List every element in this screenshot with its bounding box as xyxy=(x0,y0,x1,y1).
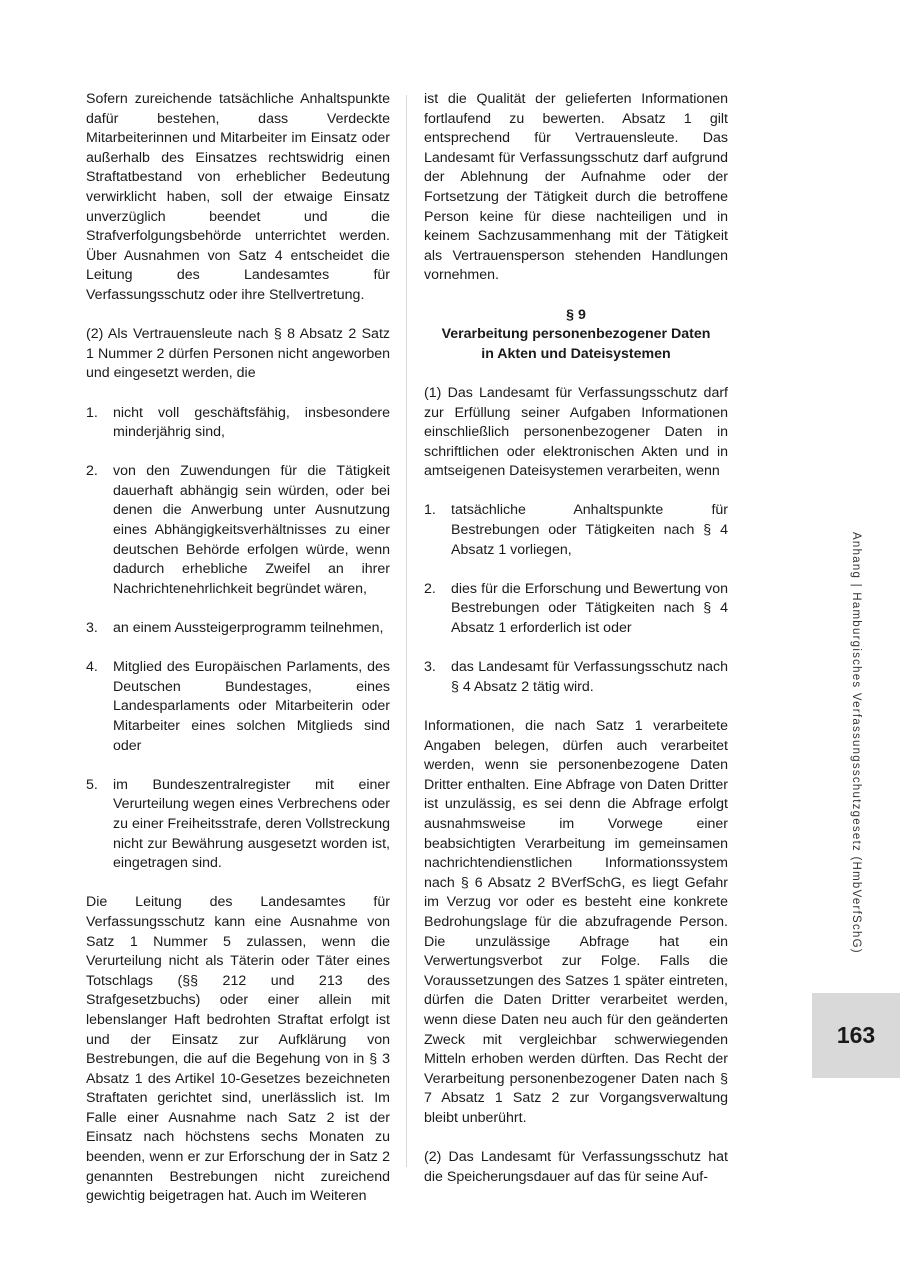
list-number: 1. xyxy=(86,404,98,421)
paragraph: ist die Qualität der gelieferten Informationen fortlaufend zu bewerten. Absatz 1 gilt entsprechend für Vertrauensleute. Das Landesamt für Verfassungsschutz darf aufgrund der Ablehnung der Aufnahme oder der Fortsetzung der Tätigkeit durch die betroffene Person keine für diese nachteiligen und in keinem Sachzusammenhang mit der Tätigkeit als Vertrauensperson stehenden Handlungen vornehmen. xyxy=(424,91,728,284)
section-title-line: in Akten und Dateisystemen xyxy=(481,345,671,362)
list-item xyxy=(86,658,390,756)
numbered-list xyxy=(424,501,728,697)
running-title: Anhang | Hamburgisches Verfassungsschutzgesetz (HmbVerfSchG) xyxy=(850,532,862,954)
paragraph: (1) Das Landesamt für Verfassungsschutz darf zur Erfüllung seiner Aufgaben Informationen einschließlich personenbezogener Daten in schriftlichen oder elektronischen Akten und in amtseigenen Dateisystemen verarbeiten, wenn xyxy=(424,384,728,480)
list-text: an einem Aussteigerprogramm teilnehmen, xyxy=(113,620,384,637)
list-item xyxy=(424,658,728,697)
list-text: dies für die Erforschung und Bewertung von Bestrebungen oder Tätigkeiten nach § 4 Absatz 1 erforderlich ist oder xyxy=(451,580,728,637)
list-item xyxy=(86,619,390,639)
list-item xyxy=(86,404,390,443)
list-item xyxy=(424,501,728,560)
list-text: im Bundeszentralregister mit einer Verurteilung wegen eines Verbrechens oder zu einer Freiheitsstrafe, deren Vollstreckung nicht zur Bewährung ausgesetzt worden ist, eingetragen sind. xyxy=(113,776,390,872)
page-number: 163 xyxy=(836,1022,876,1048)
list-number: 4. xyxy=(86,659,98,676)
column-divider xyxy=(406,95,407,1167)
page-number-tab xyxy=(812,993,900,1078)
section-heading xyxy=(424,306,728,365)
list-number: 1. xyxy=(424,502,436,519)
right-column xyxy=(424,90,728,1207)
numbered-list xyxy=(86,404,390,874)
list-text: Mitglied des Europäischen Parlaments, des Deutschen Bundestages, eines Landesparlaments oder Mitarbeiterin oder Mitarbeiter eines solchen Mitglieds sind oder xyxy=(113,659,390,754)
paragraph: Informationen, die nach Satz 1 verarbeitete Angaben belegen, dürfen auch verarbeitet werden, wenn sie personenbezogene Daten Dritter enthalten. Eine Abfrage von Daten Dritter ist unzulässig, es sei denn die Abfrage erfolgt ausnahmsweise im Vorwege einer beabsichtigten Verarbeitung im gemeinsamen nachrichtendienstlichen Informationssystem nach § 6 Absatz 2 BVerfSchG, es liegt Gefahr im Verzug vor oder es besteht eine konkrete Bedrohungslage für die abzufragende Person. Die unzulässige Abfrage hat ein Verwertungsverbot zur Folge. Falls die Voraussetzungen des Satzes 1 später eintreten, dürfen die Daten Dritter verarbeitet werden, wenn diese Daten neu auch für den geänderten Zweck mit vergleichbar schwerwiegenden Mitteln erhoben werden dürften. Das Recht der Verarbeitung personenbezogener Daten nach § 7 Absatz 1 Satz 2 zur Vorgangsverwaltung bleibt unberührt. xyxy=(424,718,728,1126)
list-number: 2. xyxy=(424,580,436,597)
list-text: tatsächliche Anhaltspunkte für Bestrebungen oder Tätigkeiten nach § 4 Absatz 1 vorliegen, xyxy=(451,502,728,558)
paragraph: (2) Als Vertrauensleute nach § 8 Absatz 2 Satz 1 Nummer 2 dürfen Personen nicht angeworben und eingesetzt werden, die xyxy=(86,326,390,382)
list-item xyxy=(86,462,390,599)
list-text: das Landesamt für Verfassungsschutz nach § 4 Absatz 2 tätig wird. xyxy=(451,659,728,695)
paragraph: Die Leitung des Landesamtes für Verfassungsschutz kann eine Ausnahme von Satz 1 Nummer 5 zulassen, wenn die Verurteilung nicht als Täterin oder Täter eines Totschlags (§§ 212 und 213 des Strafgesetzbuchs) oder einer allein mit lebenslanger Haft bedrohten Straftat erfolgt ist und der Einsatz zur Aufklärung von Bestrebungen, die auf die Begehung von in § 3 Absatz 1 des Artikel 10-Gesetzes bezeichneten Straftaten gerichtet sind, unerlässlich ist. Im Falle einer Ausnahme nach Satz 2 ist der Einsatz nach höchstens sechs Monaten zu beenden, wenn er zur Erforschung der in Satz 2 genannten Bestrebungen nicht zureichend gewichtig beigetragen hat. Auch im Weiteren xyxy=(86,894,390,1205)
section-title-line: Verarbeitung personenbezogener Daten xyxy=(441,326,711,343)
list-number: 5. xyxy=(86,776,98,793)
list-number: 3. xyxy=(86,620,98,637)
paragraph: Sofern zureichende tatsächliche Anhaltspunkte dafür bestehen, dass Verdeckte Mitarbeiterinnen und Mitarbeiter im Einsatz oder außerhalb des Einsatzes rechtswidrig einen Straftatbestand von erheblicher Bedeutung verwirklicht haben, soll der etwaige Einsatz unverzüglich beendet und die Strafverfolgungsbehörde unterrichtet werden. Über Ausnahmen von Satz 4 entscheidet die Leitung des Landesamtes für Verfassungsschutz oder ihre Stellvertretung. xyxy=(86,91,390,303)
section-number: § 9 xyxy=(566,306,586,323)
list-number: 2. xyxy=(86,463,98,480)
list-text: von den Zuwendungen für die Tätigkeit dauerhaft abhängig sein würden, oder bei denen die Anwerbung unter Ausnutzung eines Abhängigkeitsverhältnisses zu einer deutschen Behörde erfolgen würde, wenn dadurch erhebliche Zweifel an ihrer Nachrichtenehrlichkeit begründet wären, xyxy=(113,463,390,597)
list-item xyxy=(424,580,728,639)
list-text: nicht voll geschäftsfähig, insbesondere minderjährig sind, xyxy=(113,404,390,441)
left-column xyxy=(86,90,390,1226)
list-item xyxy=(86,776,390,874)
list-number: 3. xyxy=(424,659,436,676)
paragraph: (2) Das Landesamt für Verfassungsschutz hat die Speicherungsdauer auf das für seine Auf- xyxy=(424,1149,728,1185)
